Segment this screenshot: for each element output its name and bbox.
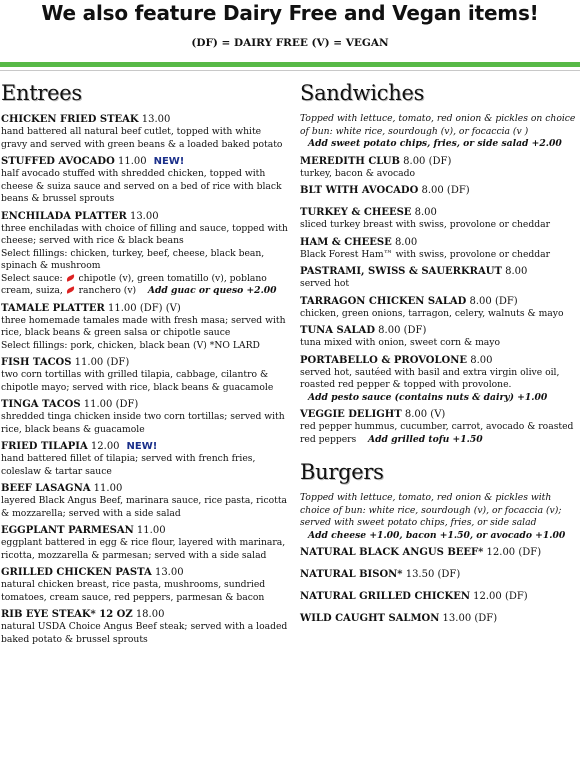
menu-item <box>300 295 579 321</box>
new-badge: NEW! <box>126 441 158 452</box>
menu-item <box>300 236 579 262</box>
item-price: 11.00 (DF) <box>71 357 130 368</box>
item-fillings: Select fillings: pork, chicken, black bean (V) *NO LARD <box>1 339 260 351</box>
sauce-options: chipotle (v), green tomatillo (v), poblano cream, suiza, <box>1 272 267 296</box>
menu-item <box>1 302 289 353</box>
entrees-column <box>1 81 289 650</box>
menu-item <box>1 608 289 646</box>
menu-item <box>300 568 579 581</box>
menu-item <box>300 590 579 603</box>
item-price: 8.00 <box>501 266 528 277</box>
menu-item <box>300 206 579 232</box>
item-price: 8.00 (DF) <box>399 155 452 167</box>
item-price: 8.00 <box>391 236 418 248</box>
item-name: TAMALE PLATTER <box>1 302 105 314</box>
menu-header <box>0 1 580 49</box>
item-price: 12.00 (DF) <box>483 547 542 558</box>
menu-item <box>300 408 579 446</box>
item-price: 8.00 <box>467 354 493 366</box>
menu-item <box>1 482 289 520</box>
menu-item <box>300 155 579 181</box>
item-price: 12.00 <box>87 441 120 452</box>
item-price: 12.00 (DF) <box>469 591 528 602</box>
item-price: 8.00 (V) <box>401 409 446 420</box>
item-price: 11.00 (DF) <box>80 399 139 410</box>
item-name: PASTRAMI, SWISS & SAUERKRAUT <box>300 266 502 277</box>
item-desc: hand battered all natural beef cutlet, topped with white gravy and served with green beans & a loaded baked potato <box>1 126 283 150</box>
menu-item <box>300 324 579 350</box>
item-name: FISH TACOS <box>1 357 72 368</box>
gray-divider <box>0 70 580 71</box>
item-price: 8.00 (DF) <box>418 185 470 196</box>
item-name: GRILLED CHICKEN PASTA <box>1 567 152 578</box>
item-price: 13.00 <box>151 567 184 578</box>
sauce-options-2: ranchero (v) <box>75 285 137 296</box>
item-price: 8.00 (DF) <box>466 295 518 307</box>
item-name: EGGPLANT PARMESAN <box>1 525 134 536</box>
item-name: NATURAL BLACK ANGUS BEEF* <box>300 547 484 558</box>
item-name: RIB EYE STEAK* 12 OZ <box>1 609 133 620</box>
item-name: TINGA TACOS <box>1 399 81 410</box>
item-name: FRIED TILAPIA <box>1 441 88 452</box>
item-desc: half avocado stuffed with shredded chicken, topped with cheese & suiza sauce and served on a bed of rice with black beans & brussel sprouts <box>1 168 282 204</box>
enchilada-fillings: Select fillings: chicken, turkey, beef, cheese, black bean, spinach & mushroom <box>1 247 265 271</box>
item-name: NATURAL GRILLED CHICKEN <box>300 591 470 602</box>
green-divider <box>0 62 580 67</box>
item-name: BEEF LASAGNA <box>1 483 91 494</box>
headline: We also feature Dairy Free and Vegan items! <box>41 1 539 25</box>
item-name: HAM & CHEESE <box>300 236 392 248</box>
item-name: TUNA SALAD <box>300 325 375 336</box>
menu-item <box>300 265 579 291</box>
sauce-label: Select sauce: <box>1 272 66 284</box>
item-price: 13.00 <box>138 114 171 125</box>
menu-item <box>1 356 289 394</box>
item-name: PORTABELLO & PROVOLONE <box>300 354 468 366</box>
item-price: 11.00 <box>90 483 123 494</box>
item-price: 13.00 <box>126 210 159 222</box>
item-price: 18.00 <box>132 609 165 620</box>
menu-item <box>1 398 289 436</box>
item-desc: chicken, green onions, tarragon, celery, walnuts & mayo <box>300 307 564 319</box>
item-desc: eggplant battered in egg & rice flour, layered with marinara, ricotta, mozzarella & parmesan; served with a side salad <box>1 537 286 561</box>
item-desc: shredded tinga chicken inside two corn tortillas; served with rice, black beans & guacamole <box>1 411 285 435</box>
burgers-intro <box>300 492 579 542</box>
item-price: 11.00 <box>133 525 166 536</box>
menu-item <box>1 524 289 562</box>
item-name: TARRAGON CHICKEN SALAD <box>300 295 467 307</box>
item-name: VEGGIE DELIGHT <box>300 409 402 420</box>
item-desc-wrap <box>300 421 579 446</box>
menu-item <box>300 546 579 559</box>
chili-pepper-icon <box>65 286 75 293</box>
intro-text: Topped with lettuce, tomato, red onion & pickles with choice of bun: white rice, sourdough (v), or focaccia (v); served with sweet potato chips, fries, or side salad <box>300 492 562 528</box>
item-price: 8.00 (DF) <box>375 325 427 336</box>
item-price: 13.00 (DF) <box>439 613 498 624</box>
item-desc: sliced turkey breast with swiss, provolone or cheddar <box>300 219 550 230</box>
item-name: MEREDITH CLUB <box>300 155 400 167</box>
item-desc: red pepper hummus, cucumber, carrot, avocado & roasted red peppers <box>300 421 574 445</box>
item-desc: Black Forest Ham™ with swiss, provolone or cheddar <box>300 248 551 260</box>
item-desc: tuna mixed with onion, sweet corn & mayo <box>300 337 500 348</box>
menu-item <box>300 184 579 197</box>
item-price: 11.00 (DF) (V) <box>104 302 181 314</box>
item-price: 13.50 (DF) <box>402 569 461 580</box>
item-name: STUFFED AVOCADO <box>1 156 115 167</box>
item-price: 8.00 <box>411 207 437 218</box>
item-name: WILD CAUGHT SALMON <box>300 613 440 624</box>
menu-item <box>300 354 579 405</box>
entrees-title: Entrees <box>1 81 82 105</box>
item-desc: three homemade tamales made with fresh masa; served with rice, black beans & green salsa or chipotle sauce <box>1 314 286 338</box>
chili-pepper-icon <box>65 274 75 281</box>
item-desc: natural USDA Choice Angus Beef steak; served with a loaded baked potato & brussel sprouts <box>1 621 288 645</box>
item-desc: turkey, bacon & avocado <box>300 167 416 179</box>
new-badge: NEW! <box>153 156 185 167</box>
item-desc: served hot, sautéed with basil and extra virgin olive oil, roasted red pepper & topped with provolone. <box>300 366 560 390</box>
item-addon: Add pesto sauce (contains nuts & dairy) +1.00 <box>308 391 548 403</box>
menu-item <box>1 566 289 604</box>
menu-item <box>1 440 289 478</box>
sandwiches-intro <box>300 113 579 151</box>
intro-addon: Add cheese +1.00, bacon +1.50, or avocado +1.00 <box>308 529 566 541</box>
item-price: 11.00 <box>114 156 147 167</box>
item-desc: three enchiladas with choice of filling and sauce, topped with cheese; served with rice & black beans <box>1 222 288 246</box>
item-name: CHICKEN FRIED STEAK <box>1 114 139 125</box>
menu-item <box>300 612 579 625</box>
menu-item <box>1 113 289 151</box>
item-desc: two corn tortillas with grilled tilapia, cabbage, cilantro & chipotle mayo; served with rice, black beans & guacamole <box>1 369 274 393</box>
item-name: BLT WITH AVOCADO <box>300 185 419 196</box>
sandwiches-burgers-column <box>300 81 579 629</box>
item-addon: Add grilled tofu +1.50 <box>367 433 483 445</box>
item-desc: layered Black Angus Beef, marinara sauce, rice pasta, ricotta & mozzarella; served with a side salad <box>1 495 288 519</box>
sandwiches-title: Sandwiches <box>300 81 425 105</box>
diet-legend: (DF) = DAIRY FREE (V) = VEGAN <box>191 37 389 49</box>
item-name: ENCHILADA PLATTER <box>1 210 127 222</box>
item-name: NATURAL BISON* <box>300 569 403 580</box>
item-name: TURKEY & CHEESE <box>300 207 412 218</box>
burgers-title: Burgers <box>300 460 384 484</box>
enchilada-sauces <box>1 273 289 298</box>
intro-addon: Add sweet potato chips, fries, or side salad +2.00 <box>308 138 562 149</box>
menu-item <box>1 155 289 206</box>
item-desc: natural chicken breast, rice pasta, mushrooms, sundried tomatoes, cream sauce, red peppers, parmesan & bacon <box>1 579 266 603</box>
item-desc: hand battered fillet of tilapia; served with french fries, coleslaw & tartar sauce <box>1 453 256 477</box>
menu-item <box>1 210 289 298</box>
item-addon: Add guac or queso +2.00 <box>147 285 277 296</box>
item-desc: served hot <box>300 278 350 289</box>
intro-text: Topped with lettuce, tomato, red onion & pickles on choice of bun: white rice, sourdough (v), or focaccia (v ) <box>300 113 576 137</box>
